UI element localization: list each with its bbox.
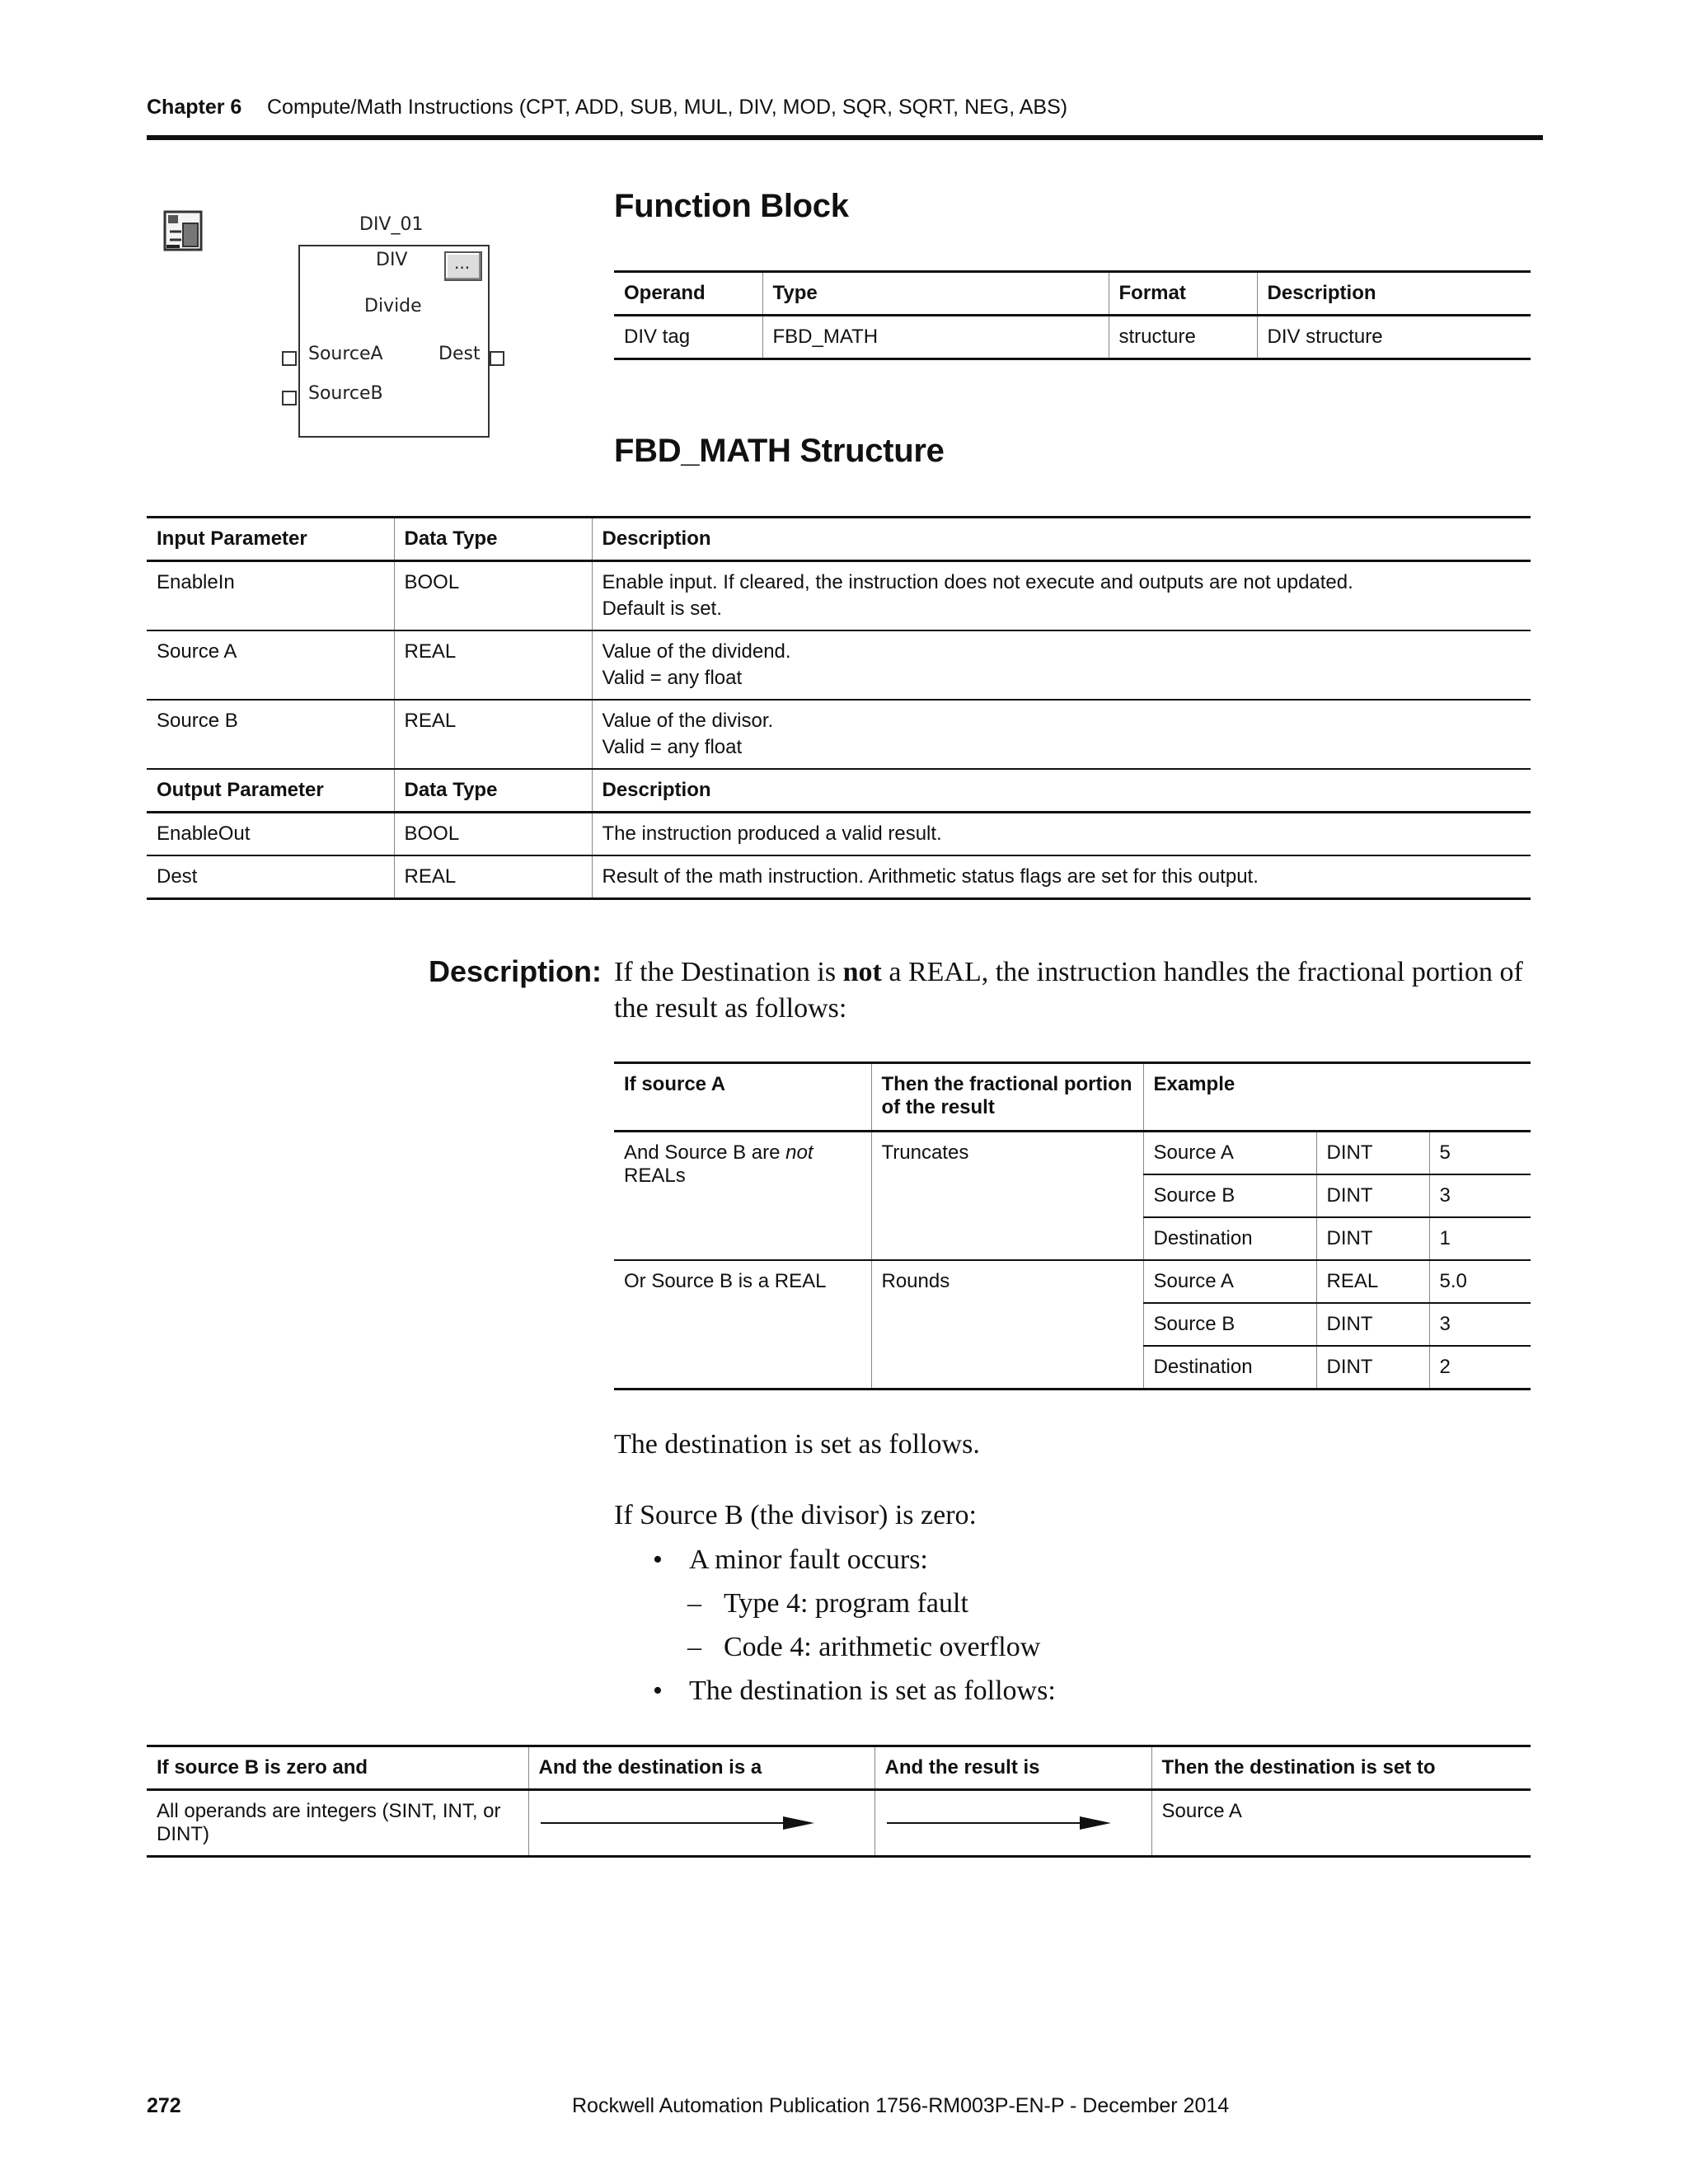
table-row xyxy=(147,813,1531,856)
cell-example-operand: Destination xyxy=(1143,1346,1316,1390)
table-row xyxy=(614,1132,1531,1175)
ellipsis-button[interactable] xyxy=(444,251,482,281)
pin-dest[interactable] xyxy=(490,351,504,366)
cell-condition: All operands are integers (SINT, INT, or DINT) xyxy=(157,1800,501,1845)
cell-parameter: EnableIn xyxy=(157,571,235,593)
col-description: Description xyxy=(592,518,1531,561)
cell-example-value: 5 xyxy=(1429,1132,1531,1175)
input-source-a: SourceA xyxy=(308,344,383,364)
condition-post: REALs xyxy=(624,1165,686,1187)
pin-source-b[interactable] xyxy=(282,391,297,405)
table-row xyxy=(147,561,1531,631)
description-line-1: Value of the dividend. xyxy=(602,640,791,663)
cell-condition xyxy=(614,1132,871,1261)
dash-marker: – xyxy=(687,1632,701,1662)
table-header-row xyxy=(614,272,1531,316)
chapter-title: Compute/Math Instructions (CPT, ADD, SUB, MUL, DIV, MOD, SQR, SQRT, NEG, ABS) xyxy=(267,96,1068,119)
cell-example-type: DINT xyxy=(1316,1346,1429,1390)
cell-parameter: EnableOut xyxy=(157,823,251,845)
table-row xyxy=(614,316,1531,359)
zero-result-table xyxy=(147,1745,1531,1858)
cell-example-type: DINT xyxy=(1316,1303,1429,1346)
col-destination-is: And the destination is a xyxy=(528,1746,874,1790)
structure-heading: FBD_MATH Structure xyxy=(614,433,945,469)
description-line-1: Value of the divisor. xyxy=(602,710,774,732)
cell-data-type: REAL xyxy=(394,700,592,769)
input-source-b: SourceB xyxy=(308,383,383,404)
arrow-right-icon xyxy=(885,1813,1116,1838)
chapter-label: Chapter 6 xyxy=(147,96,242,119)
cell-example-value: 1 xyxy=(1429,1217,1531,1260)
cell-example-operand: Source A xyxy=(1143,1132,1316,1175)
cell-data-type: REAL xyxy=(394,855,592,899)
cell-example-operand: Source B xyxy=(1143,1174,1316,1217)
cell-parameter: Source B xyxy=(147,700,394,769)
page-header xyxy=(147,92,1543,140)
intro-bold: not xyxy=(842,957,882,987)
cell-destination-value: Source A xyxy=(1151,1790,1531,1857)
description-line-2: Valid = any float xyxy=(602,736,743,758)
cell-example-type: REAL xyxy=(1316,1260,1429,1303)
col-operand: Operand xyxy=(614,272,762,316)
cell-example-value: 3 xyxy=(1429,1174,1531,1217)
col-if-source-a: If source A xyxy=(614,1063,871,1132)
col-fractional-portion: Then the fractional portion of the result xyxy=(871,1063,1143,1132)
sub-bullet-text: Type 4: program fault xyxy=(724,1588,968,1619)
cell-description xyxy=(592,700,1531,769)
function-block-table xyxy=(614,270,1531,360)
col-destination-set-to: Then the destination is set to xyxy=(1151,1746,1531,1790)
list-item xyxy=(653,1673,1513,1717)
col-format: Format xyxy=(1109,272,1257,316)
table-row xyxy=(147,855,1531,899)
block-box[interactable] xyxy=(298,245,490,438)
output-header-row xyxy=(147,769,1531,813)
condition-em: not xyxy=(785,1141,814,1164)
bullet-marker: • xyxy=(653,1544,663,1575)
description-intro xyxy=(614,954,1545,1027)
cell-data-type: BOOL xyxy=(394,813,592,856)
table-row xyxy=(147,1790,1531,1857)
fraction-table xyxy=(614,1062,1531,1390)
zero-header-row xyxy=(147,1746,1531,1790)
cell-description: Result of the math instruction. Arithmetic status flags are set for this output. xyxy=(592,855,1531,899)
description-label: Description: xyxy=(429,954,603,988)
cell-description: The instruction produced a valid result. xyxy=(592,813,1531,856)
cell-example-type: DINT xyxy=(1316,1217,1429,1260)
cell-parameter: Dest xyxy=(147,855,394,899)
col-data-type: Data Type xyxy=(394,518,592,561)
col-data-type: Data Type xyxy=(394,769,592,813)
cell-example-operand: Source A xyxy=(1143,1260,1316,1303)
list-item xyxy=(653,1542,1513,1586)
col-example: Example xyxy=(1143,1063,1531,1132)
description-line-2: Default is set. xyxy=(602,598,722,620)
output-dest: Dest xyxy=(438,344,481,364)
cell-arrow xyxy=(528,1790,874,1857)
bullet-text: A minor fault occurs: xyxy=(689,1544,928,1575)
sub-bullet-text: Code 4: arithmetic overflow xyxy=(724,1632,1041,1662)
col-output-parameter: Output Parameter xyxy=(147,769,394,813)
cell-example-operand: Destination xyxy=(1143,1217,1316,1260)
pin-source-a[interactable] xyxy=(282,351,297,366)
bullet-marker: • xyxy=(653,1675,663,1706)
function-block-diagram xyxy=(157,202,528,441)
list-item xyxy=(687,1629,1513,1673)
intro-pre: If the Destination is xyxy=(614,957,843,987)
block-instruction: DIV xyxy=(376,250,408,270)
cell-action: Truncates xyxy=(871,1132,1143,1261)
destination-line: The destination is set as follows. xyxy=(614,1429,980,1460)
cell-type: FBD_MATH xyxy=(762,316,1109,359)
cell-format: structure xyxy=(1109,316,1257,359)
cell-condition xyxy=(614,1260,871,1390)
cell-example-value: 5.0 xyxy=(1429,1260,1531,1303)
block-tag-name: DIV_01 xyxy=(359,214,424,235)
cell-example-type: DINT xyxy=(1316,1132,1429,1175)
cell-data-type: BOOL xyxy=(394,561,592,631)
table-row xyxy=(147,630,1531,700)
function-block-heading: Function Block xyxy=(614,188,849,224)
intro-post: a REAL, the instruction handles the fractional portion of the result as follows: xyxy=(614,957,1523,1024)
dash-marker: – xyxy=(687,1588,701,1619)
col-result-is: And the result is xyxy=(874,1746,1151,1790)
structure-table xyxy=(147,516,1531,900)
cell-description xyxy=(592,561,1531,631)
list-item xyxy=(687,1586,1513,1629)
function-block-icon xyxy=(163,210,204,253)
page-number: 272 xyxy=(147,2094,181,2117)
table-row xyxy=(614,1260,1531,1303)
fraction-header-row xyxy=(614,1063,1531,1132)
input-header-row xyxy=(147,518,1531,561)
col-input-parameter: Input Parameter xyxy=(147,518,394,561)
cell-example-operand: Source B xyxy=(1143,1303,1316,1346)
cell-description xyxy=(592,630,1531,700)
publication-line: Rockwell Automation Publication 1756-RM003P-EN-P - December 2014 xyxy=(572,2094,1230,2117)
zero-divisor-list xyxy=(653,1542,1513,1717)
table-row xyxy=(147,700,1531,769)
cell-operand: DIV tag xyxy=(624,326,691,348)
cell-example-value: 2 xyxy=(1429,1346,1531,1390)
col-description: Description xyxy=(592,769,1531,813)
condition-pre: Or Source B is a REAL xyxy=(624,1270,827,1292)
ellipsis-label: ... xyxy=(454,253,471,273)
col-if-source-b-zero: If source B is zero and xyxy=(147,1746,528,1790)
bullet-text: The destination is set as follows: xyxy=(689,1675,1056,1706)
cell-example-type: DINT xyxy=(1316,1174,1429,1217)
cell-example-value: 3 xyxy=(1429,1303,1531,1346)
zero-divisor-line: If Source B (the divisor) is zero: xyxy=(614,1500,977,1530)
cell-arrow xyxy=(874,1790,1151,1857)
cell-description: DIV structure xyxy=(1257,316,1531,359)
cell-action: Rounds xyxy=(871,1260,1143,1390)
col-type: Type xyxy=(762,272,1109,316)
condition-pre: And Source B are xyxy=(624,1141,786,1164)
description-line-2: Valid = any float xyxy=(602,667,743,689)
cell-parameter: Source A xyxy=(147,630,394,700)
description-line-1: Enable input. If cleared, the instruction does not execute and outputs are not updated. xyxy=(602,571,1353,593)
cell-data-type: REAL xyxy=(394,630,592,700)
block-caption: Divide xyxy=(364,296,422,316)
col-description: Description xyxy=(1257,272,1531,316)
arrow-right-icon xyxy=(539,1813,819,1838)
